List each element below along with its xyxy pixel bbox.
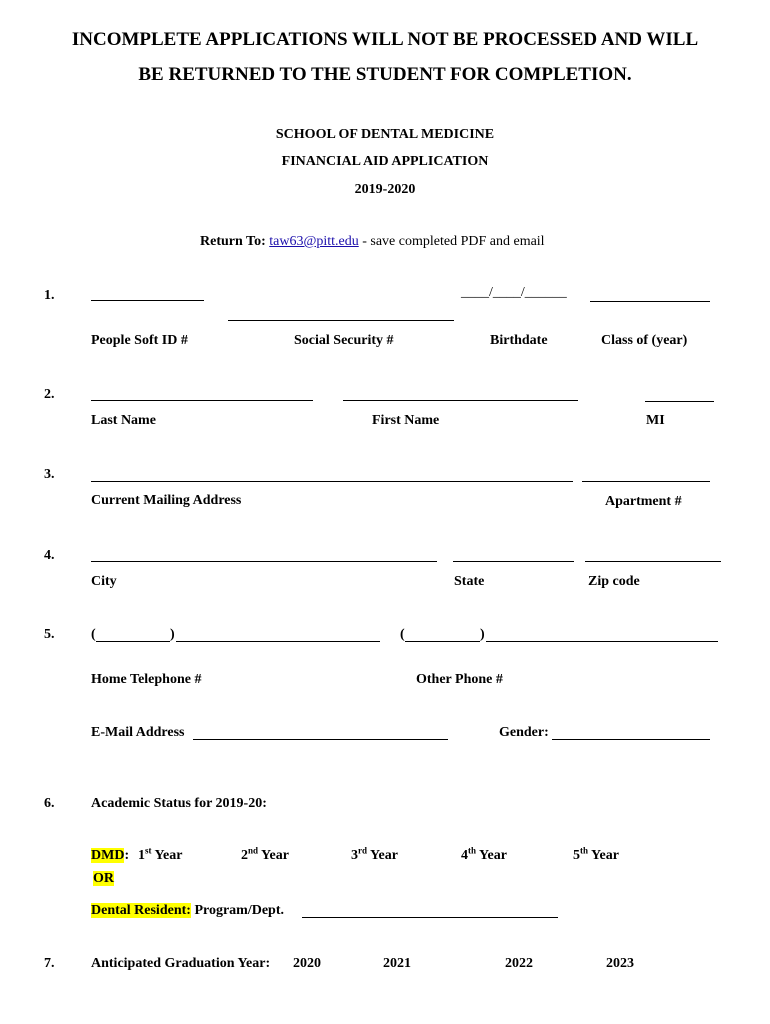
grad-year-option-2022[interactable]: 2022 [505,956,533,971]
return-note: - save completed PDF and email [358,234,545,249]
year-option-3[interactable]: 3rd Year [351,845,398,863]
academic-year: 2019-2020 [354,182,416,197]
grad-year-option-2021[interactable]: 2021 [383,956,411,971]
home-area-code-field[interactable] [96,641,170,642]
year-option-2[interactable]: 2nd Year [241,845,289,863]
form-title: FINANCIAL AID APPLICATION [281,154,489,169]
other-area-open-paren: ( [400,627,405,642]
home-phone-field[interactable] [176,641,380,642]
or-label: OR [93,871,114,886]
people-soft-id-field[interactable] [91,300,204,301]
email-label: E-Mail Address [91,725,185,740]
program-dept-field[interactable] [302,917,558,918]
grad-year-option-2023[interactable]: 2023 [606,956,634,971]
email-field[interactable] [193,739,448,740]
mailing-address-field[interactable] [91,481,573,482]
home-area-close-paren: ) [170,627,175,642]
academic-status-label: Academic Status for 2019-20: [91,796,267,811]
section-5-number: 5. [44,627,55,642]
city-field[interactable] [91,561,437,562]
school-name: SCHOOL OF DENTAL MEDICINE [275,127,495,142]
warning-line-2: BE RETURNED TO THE STUDENT FOR COMPLETION. [138,64,632,85]
other-phone-label: Other Phone # [416,672,503,687]
city-label: City [91,574,117,589]
warning-line-1: INCOMPLETE APPLICATIONS WILL NOT BE PROCESSED AND WILL [71,29,699,50]
dmd-line [91,848,129,864]
ssn-field[interactable] [228,320,454,321]
mi-label: MI [646,413,665,428]
return-to-label: Return To: [200,234,266,249]
first-name-label: First Name [372,413,440,428]
zip-label: Zip code [588,574,640,589]
dmd-label: DMD [91,848,125,863]
dmd-colon: : [124,848,130,863]
apartment-field[interactable] [582,481,710,482]
people-soft-id-label: People Soft ID # [91,333,188,348]
section-6-number: 6. [44,796,55,811]
section-3-number: 3. [44,467,55,482]
year-option-5[interactable]: 5th Year [573,845,619,863]
class-year-field[interactable] [590,301,710,302]
year-option-4[interactable]: 4th Year [461,845,507,863]
return-to-line [200,234,545,250]
program-dept-label: Program/Dept. [194,903,284,918]
first-name-field[interactable] [343,400,578,401]
mailing-address-label: Current Mailing Address [91,493,242,508]
section-4-number: 4. [44,548,55,563]
mi-field[interactable] [645,401,714,402]
home-phone-label: Home Telephone # [91,672,202,687]
home-area-open-paren: ( [91,627,96,642]
return-email-link[interactable]: taw63@pitt.edu [269,234,359,249]
state-label: State [454,574,485,589]
last-name-field[interactable] [91,400,313,401]
birthdate-field[interactable]: ____/____/______ [461,285,567,300]
apartment-label: Apartment # [605,494,682,509]
dental-resident-label: Dental Resident: [91,903,191,918]
section-1-number: 1. [44,288,55,303]
ssn-label: Social Security # [294,333,394,348]
other-phone-field[interactable] [486,641,718,642]
class-year-label: Class of (year) [601,333,688,348]
grad-year-option-2020[interactable]: 2020 [293,956,321,971]
other-area-code-field[interactable] [405,641,480,642]
other-area-close-paren: ) [480,627,485,642]
gender-label: Gender: [499,725,549,740]
dental-resident-line [91,903,284,919]
birthdate-label: Birthdate [490,333,548,348]
gender-field[interactable] [552,739,710,740]
year-option-1[interactable]: 1st Year [138,845,183,863]
zip-field[interactable] [585,561,721,562]
state-field[interactable] [453,561,574,562]
graduation-year-label: Anticipated Graduation Year: [91,956,271,971]
last-name-label: Last Name [91,413,156,428]
section-2-number: 2. [44,387,55,402]
section-7-number: 7. [44,956,55,971]
